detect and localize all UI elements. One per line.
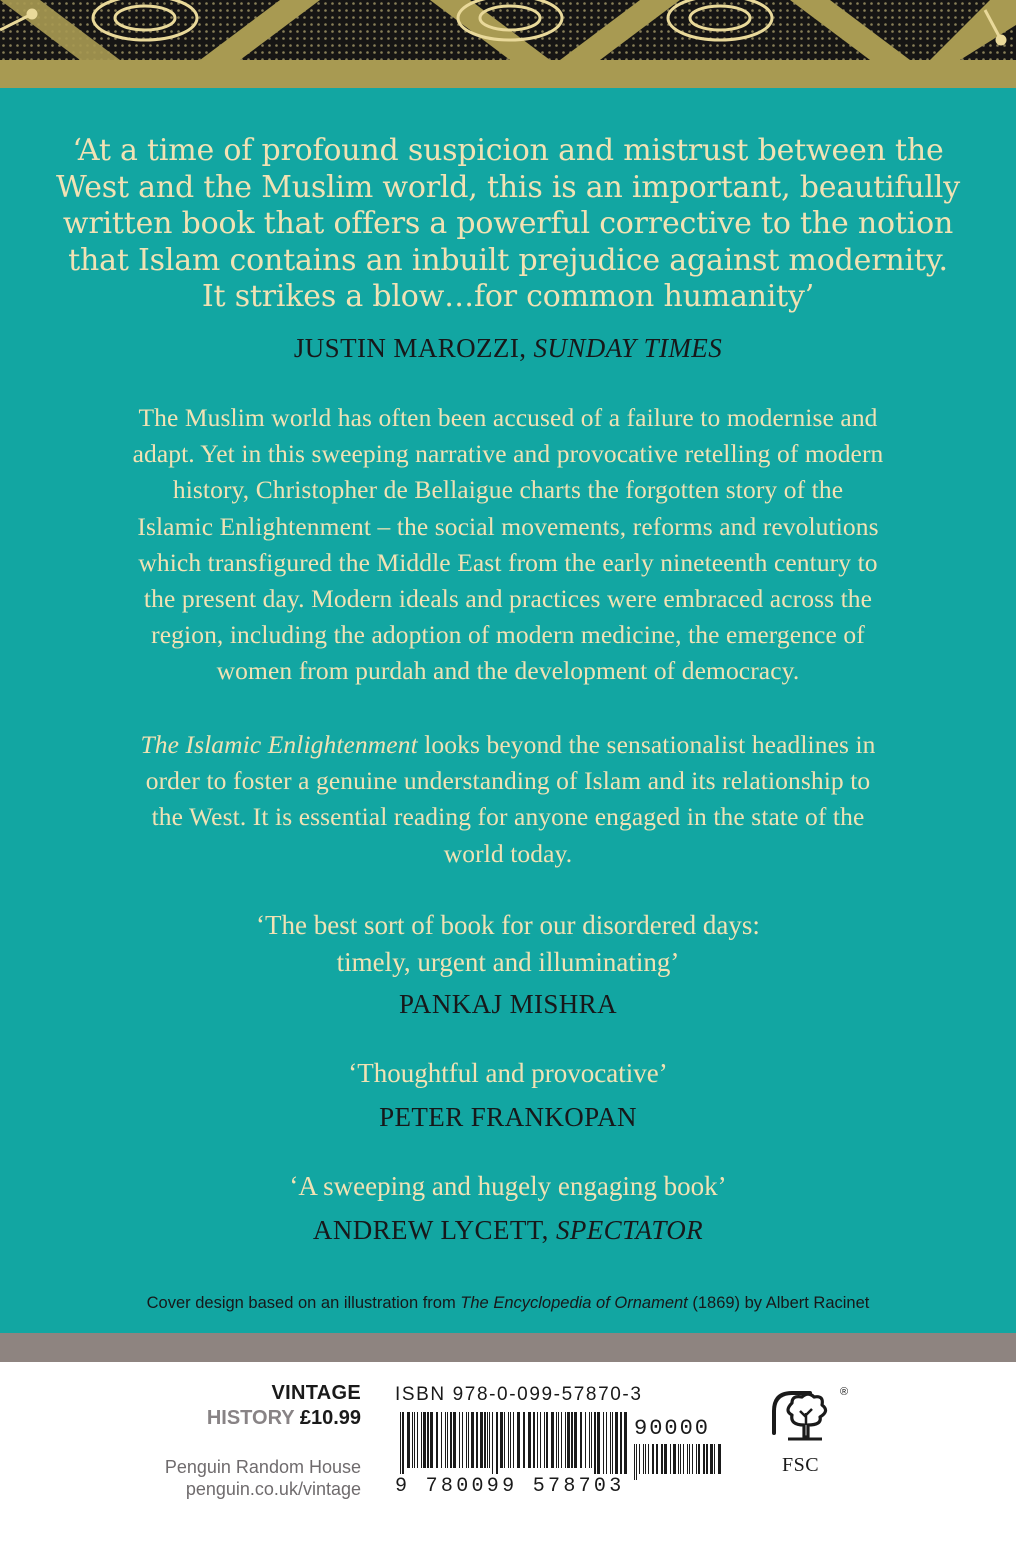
- blurb-line: adapt. Yet in this sweeping narrative and provocative retelling of modern: [132, 439, 884, 469]
- blurb-line: history, Christopher de Bellaigue charts the forgotten story of the: [172, 475, 844, 505]
- barcode-bar: [421, 1412, 422, 1468]
- barcode-bar: [489, 1412, 490, 1468]
- barcode-bar: [523, 1412, 525, 1468]
- barcode-bar: [696, 1444, 697, 1474]
- barcode-bar: [551, 1412, 554, 1468]
- barcode-bar: [585, 1412, 586, 1468]
- registered-mark: ®: [840, 1386, 849, 1398]
- credit-prefix: Cover design based on an illustration from: [146, 1294, 461, 1312]
- blurb-line: which transfigured the Middle East from the early nineteenth century to: [138, 547, 878, 577]
- category-price: [207, 1407, 361, 1430]
- price-label: £10.99: [299, 1407, 361, 1429]
- barcode-bar: [615, 1412, 618, 1474]
- barcode-bar: [427, 1412, 429, 1468]
- barcode-bar: [459, 1412, 460, 1468]
- main-quote-attribution: [0, 331, 1016, 365]
- blurb-line: The Muslim world has often been accused of a failure to modernise and: [138, 403, 878, 432]
- fsc-label: FSC: [782, 1454, 820, 1476]
- barcode-bar: [468, 1412, 469, 1468]
- barcode-bar: [634, 1444, 635, 1480]
- barcode-bar: [436, 1412, 438, 1468]
- barcode-bar: [462, 1412, 463, 1468]
- quote-line: ‘A sweeping and hugely engaging book’: [289, 1171, 727, 1201]
- quote-line: ‘The best sort of book for our disordered days:: [256, 910, 760, 940]
- barcode-bar: [445, 1412, 446, 1468]
- barcode-bar: [565, 1412, 566, 1468]
- barcode-bar: [417, 1412, 418, 1468]
- category-label: HISTORY: [206, 1407, 295, 1429]
- attribution-publication: SPECTATOR: [555, 1215, 704, 1245]
- barcode-bar: [703, 1444, 705, 1474]
- cover-credit: [0, 1294, 1016, 1313]
- fsc-tree-icon: [760, 1385, 850, 1455]
- price-barcode-icon: [634, 1444, 724, 1480]
- blurb-line: the West. It is essential reading for anyone engaged in the state of the: [151, 802, 865, 832]
- barcode-bar: [670, 1444, 671, 1474]
- barcode-bar: [407, 1412, 410, 1468]
- barcode-icon: [400, 1412, 630, 1474]
- barcode-bar: [561, 1412, 562, 1468]
- barcode-bar: [510, 1412, 511, 1468]
- quote-line: that Islam contains an inbuilt prejudice against modernity.: [68, 242, 948, 278]
- review-quote-2: [0, 1055, 1016, 1092]
- barcode-bar: [594, 1412, 596, 1474]
- imprint-label: VINTAGE: [271, 1382, 361, 1404]
- divider-strip: [0, 1333, 1016, 1362]
- barcode-bar: [571, 1412, 573, 1468]
- barcode-bar: [412, 1412, 413, 1468]
- barcode-bar: [656, 1444, 658, 1474]
- barcode-bar: [423, 1412, 426, 1468]
- quote-line: West and the Muslim world, this is an important, beautifully: [56, 169, 960, 205]
- barcode-bar: [400, 1412, 401, 1474]
- barcode-bar: [664, 1444, 667, 1474]
- review-quote-1: [0, 907, 1016, 981]
- barcode-bar: [606, 1412, 607, 1474]
- credit-title: The Encyclopedia of Ornament: [460, 1294, 688, 1312]
- blurb-paragraph-2: [0, 727, 1016, 872]
- barcode-bar: [513, 1412, 514, 1468]
- barcode-bar: [591, 1412, 592, 1468]
- barcode-bar: [597, 1412, 600, 1474]
- quote-line: It strikes a blow…for common humanity’: [201, 279, 815, 314]
- barcode-bar: [706, 1444, 708, 1474]
- barcode-bar: [484, 1412, 486, 1468]
- barcode-bar: [487, 1412, 488, 1468]
- barcode-bar: [540, 1412, 541, 1468]
- barcode-bar: [603, 1412, 604, 1474]
- barcode-bar: [533, 1412, 535, 1468]
- barcode-bar: [687, 1444, 688, 1474]
- review-quote-2-author: PETER FRANKOPAN: [379, 1102, 637, 1132]
- barcode-bar: [661, 1444, 663, 1474]
- review-quote-1-author: PANKAJ MISHRA: [398, 989, 617, 1019]
- barcode-bar: [692, 1444, 693, 1474]
- barcode-bar: [689, 1444, 690, 1474]
- blurb-line: world today.: [443, 838, 573, 868]
- barcode-bar: [528, 1412, 531, 1468]
- barcode-bar: [580, 1412, 582, 1468]
- barcode-bar: [546, 1412, 548, 1468]
- barcode-bar: [645, 1444, 646, 1474]
- barcode-bar: [450, 1412, 452, 1468]
- blurb-line: region, including the adoption of modern medicine, the emergence of: [151, 620, 865, 650]
- barcode-bar: [639, 1444, 640, 1474]
- price-code: 90000: [634, 1416, 711, 1441]
- barcode-bar: [453, 1412, 456, 1468]
- quote-line: ‘At a time of profound suspicion and mistrust between the: [72, 133, 944, 168]
- barcode-bar: [673, 1444, 676, 1474]
- barcode-bar: [476, 1412, 478, 1468]
- barcode-digits: 9 780099 578703: [395, 1475, 625, 1498]
- barcode-bar: [508, 1412, 509, 1468]
- barcode-bar: [574, 1412, 577, 1468]
- barcode-bar: [643, 1444, 644, 1474]
- barcode-bar: [698, 1444, 700, 1474]
- review-quote-3-attribution: [0, 1213, 1016, 1247]
- barcode-bar: [414, 1412, 415, 1468]
- barcode-bar: [466, 1412, 467, 1468]
- book-title: The Islamic Enlightenment: [140, 730, 418, 759]
- blurb-line: [0, 727, 1016, 763]
- barcode-bar: [471, 1412, 474, 1468]
- quote-line: timely, urgent and illuminating’: [336, 947, 680, 977]
- blurb-line: the present day. Modern ideals and practices were embraced across the: [143, 584, 873, 614]
- barcode-bar: [447, 1412, 448, 1468]
- blurb-line-rest: looks beyond the sensationalist headlines in: [417, 730, 876, 759]
- publisher-name: Penguin Random House: [164, 1457, 361, 1477]
- barcode-bar: [556, 1412, 557, 1468]
- barcode-bar: [636, 1444, 637, 1480]
- barcode-bar: [492, 1412, 493, 1474]
- barcode-bar: [680, 1444, 681, 1474]
- barcode-bar: [714, 1444, 715, 1474]
- blurb-line: Islamic Enlightenment – the social movements, reforms and revolutions: [137, 511, 879, 541]
- barcode-bar: [648, 1444, 649, 1474]
- barcode-bar: [624, 1412, 627, 1474]
- barcode-bar: [430, 1412, 433, 1468]
- barcode-bar: [567, 1412, 570, 1468]
- main-quote: [0, 133, 1016, 316]
- barcode-bar: [402, 1412, 404, 1474]
- barcode-bar: [620, 1412, 622, 1474]
- barcode-bar: [480, 1412, 483, 1468]
- barcode-bar: [441, 1412, 442, 1468]
- barcode-bar: [683, 1444, 684, 1474]
- barcode-bar: [589, 1412, 590, 1468]
- review-quote-3: [0, 1168, 1016, 1205]
- barcode-bar: [496, 1412, 498, 1474]
- quote-line: ‘Thoughtful and provocative’: [348, 1058, 668, 1088]
- barcode-bar: [652, 1444, 654, 1474]
- barcode-bar: [544, 1412, 545, 1468]
- publisher-url: penguin.co.uk/vintage: [185, 1479, 361, 1499]
- isbn-text: ISBN 978-0-099-57870-3: [395, 1384, 643, 1405]
- quote-line: written book that offers a powerful corrective to the notion: [62, 206, 954, 241]
- barcode-bar: [537, 1412, 538, 1468]
- credit-suffix: (1869) by Albert Racinet: [687, 1294, 870, 1312]
- barcode-bar: [710, 1444, 713, 1474]
- barcode-bar: [678, 1444, 679, 1474]
- barcode-bar: [504, 1412, 505, 1468]
- barcode-bar: [558, 1412, 559, 1468]
- blurb-line: order to foster a genuine understanding of Islam and its relationship to: [145, 766, 871, 796]
- barcode-bar: [517, 1412, 520, 1468]
- barcode-bar: [500, 1412, 503, 1468]
- attribution-author: JUSTIN MAROZZI,: [293, 333, 527, 363]
- attribution-author: ANDREW LYCETT,: [312, 1215, 549, 1245]
- barcode-bar: [718, 1444, 721, 1474]
- ornament-band: [0, 0, 1016, 88]
- attribution-publication: SUNDAY TIMES: [533, 333, 723, 363]
- barcode-bar: [610, 1412, 611, 1474]
- blurb-paragraph-1: [0, 400, 1016, 690]
- barcode-bar: [612, 1412, 613, 1474]
- blurb-line: women from purdah and the development of democracy.: [216, 656, 800, 686]
